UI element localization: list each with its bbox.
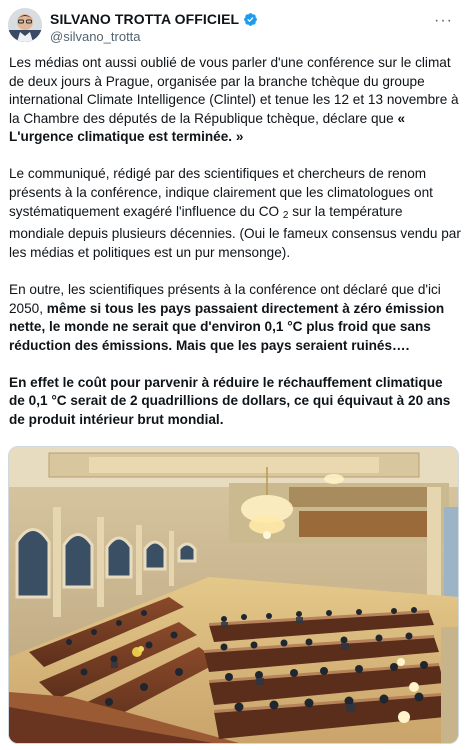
author-names	[50, 10, 258, 44]
tweet-paragraph-3	[9, 281, 461, 355]
display-name-row	[50, 10, 258, 28]
more-options-icon[interactable]: ···	[434, 12, 453, 29]
bold-text: même si tous les pays passaient directement à zéro émission nette, le monde ne serait que d'environ 0,1 °C plus froid que sans réduction des émissions. Mais que les pays seraient ruinés….	[9, 300, 445, 353]
bold-quote: « L'urgence climatique est terminée. »	[9, 110, 406, 145]
display-name[interactable]: SILVANO TROTTA OFFICIEL	[50, 11, 240, 27]
tweet-paragraph-2	[9, 165, 461, 262]
avatar[interactable]	[8, 8, 42, 42]
avatar-image	[8, 8, 42, 42]
text-span: Le communiqué, rédigé par des scientifiques et chercheurs de renom présents à la conférence, indique clairement que les climatologues ont systématiquement exagéré l'influence du CO	[9, 166, 433, 219]
text-span: En outre, les scientifiques présents à la conférence ont déclaré que d'ici 2050,	[9, 281, 441, 316]
tweet-header	[8, 8, 459, 48]
parliament-chamber-photo[interactable]	[8, 446, 459, 744]
tweet-paragraph-1	[9, 54, 461, 147]
co2-subscript: 2	[282, 209, 289, 221]
bold-text: En effet le coût pour parvenir à réduire le réchauffement climatique de 0,1 °C serait de 2 quadrillions de dollars, ce qui équivaut à 20 ans de produit intérieur brut mondial.	[9, 374, 451, 427]
photo-illustration	[9, 447, 459, 744]
tweet-text	[9, 54, 461, 448]
tweet-paragraph-4	[9, 374, 461, 430]
verified-badge-icon	[243, 12, 258, 27]
text-span: Les médias ont aussi oublié de vous parler d'une conférence sur le climat de deux jours à Prague, organisée par la branche tchèque du groupe international Climate Intelligence (Clintel) et tenue les 12 et 13 novembre à la Chambre des députés de la République tchèque, déclare que	[9, 55, 459, 126]
author-handle[interactable]: @silvano_trotta	[50, 29, 141, 44]
text-span: sur la température mondiale depuis plusieurs décennies. (Oui le fameux consensus vendu par les médias et politiques est un pur mensonge).	[9, 203, 461, 260]
